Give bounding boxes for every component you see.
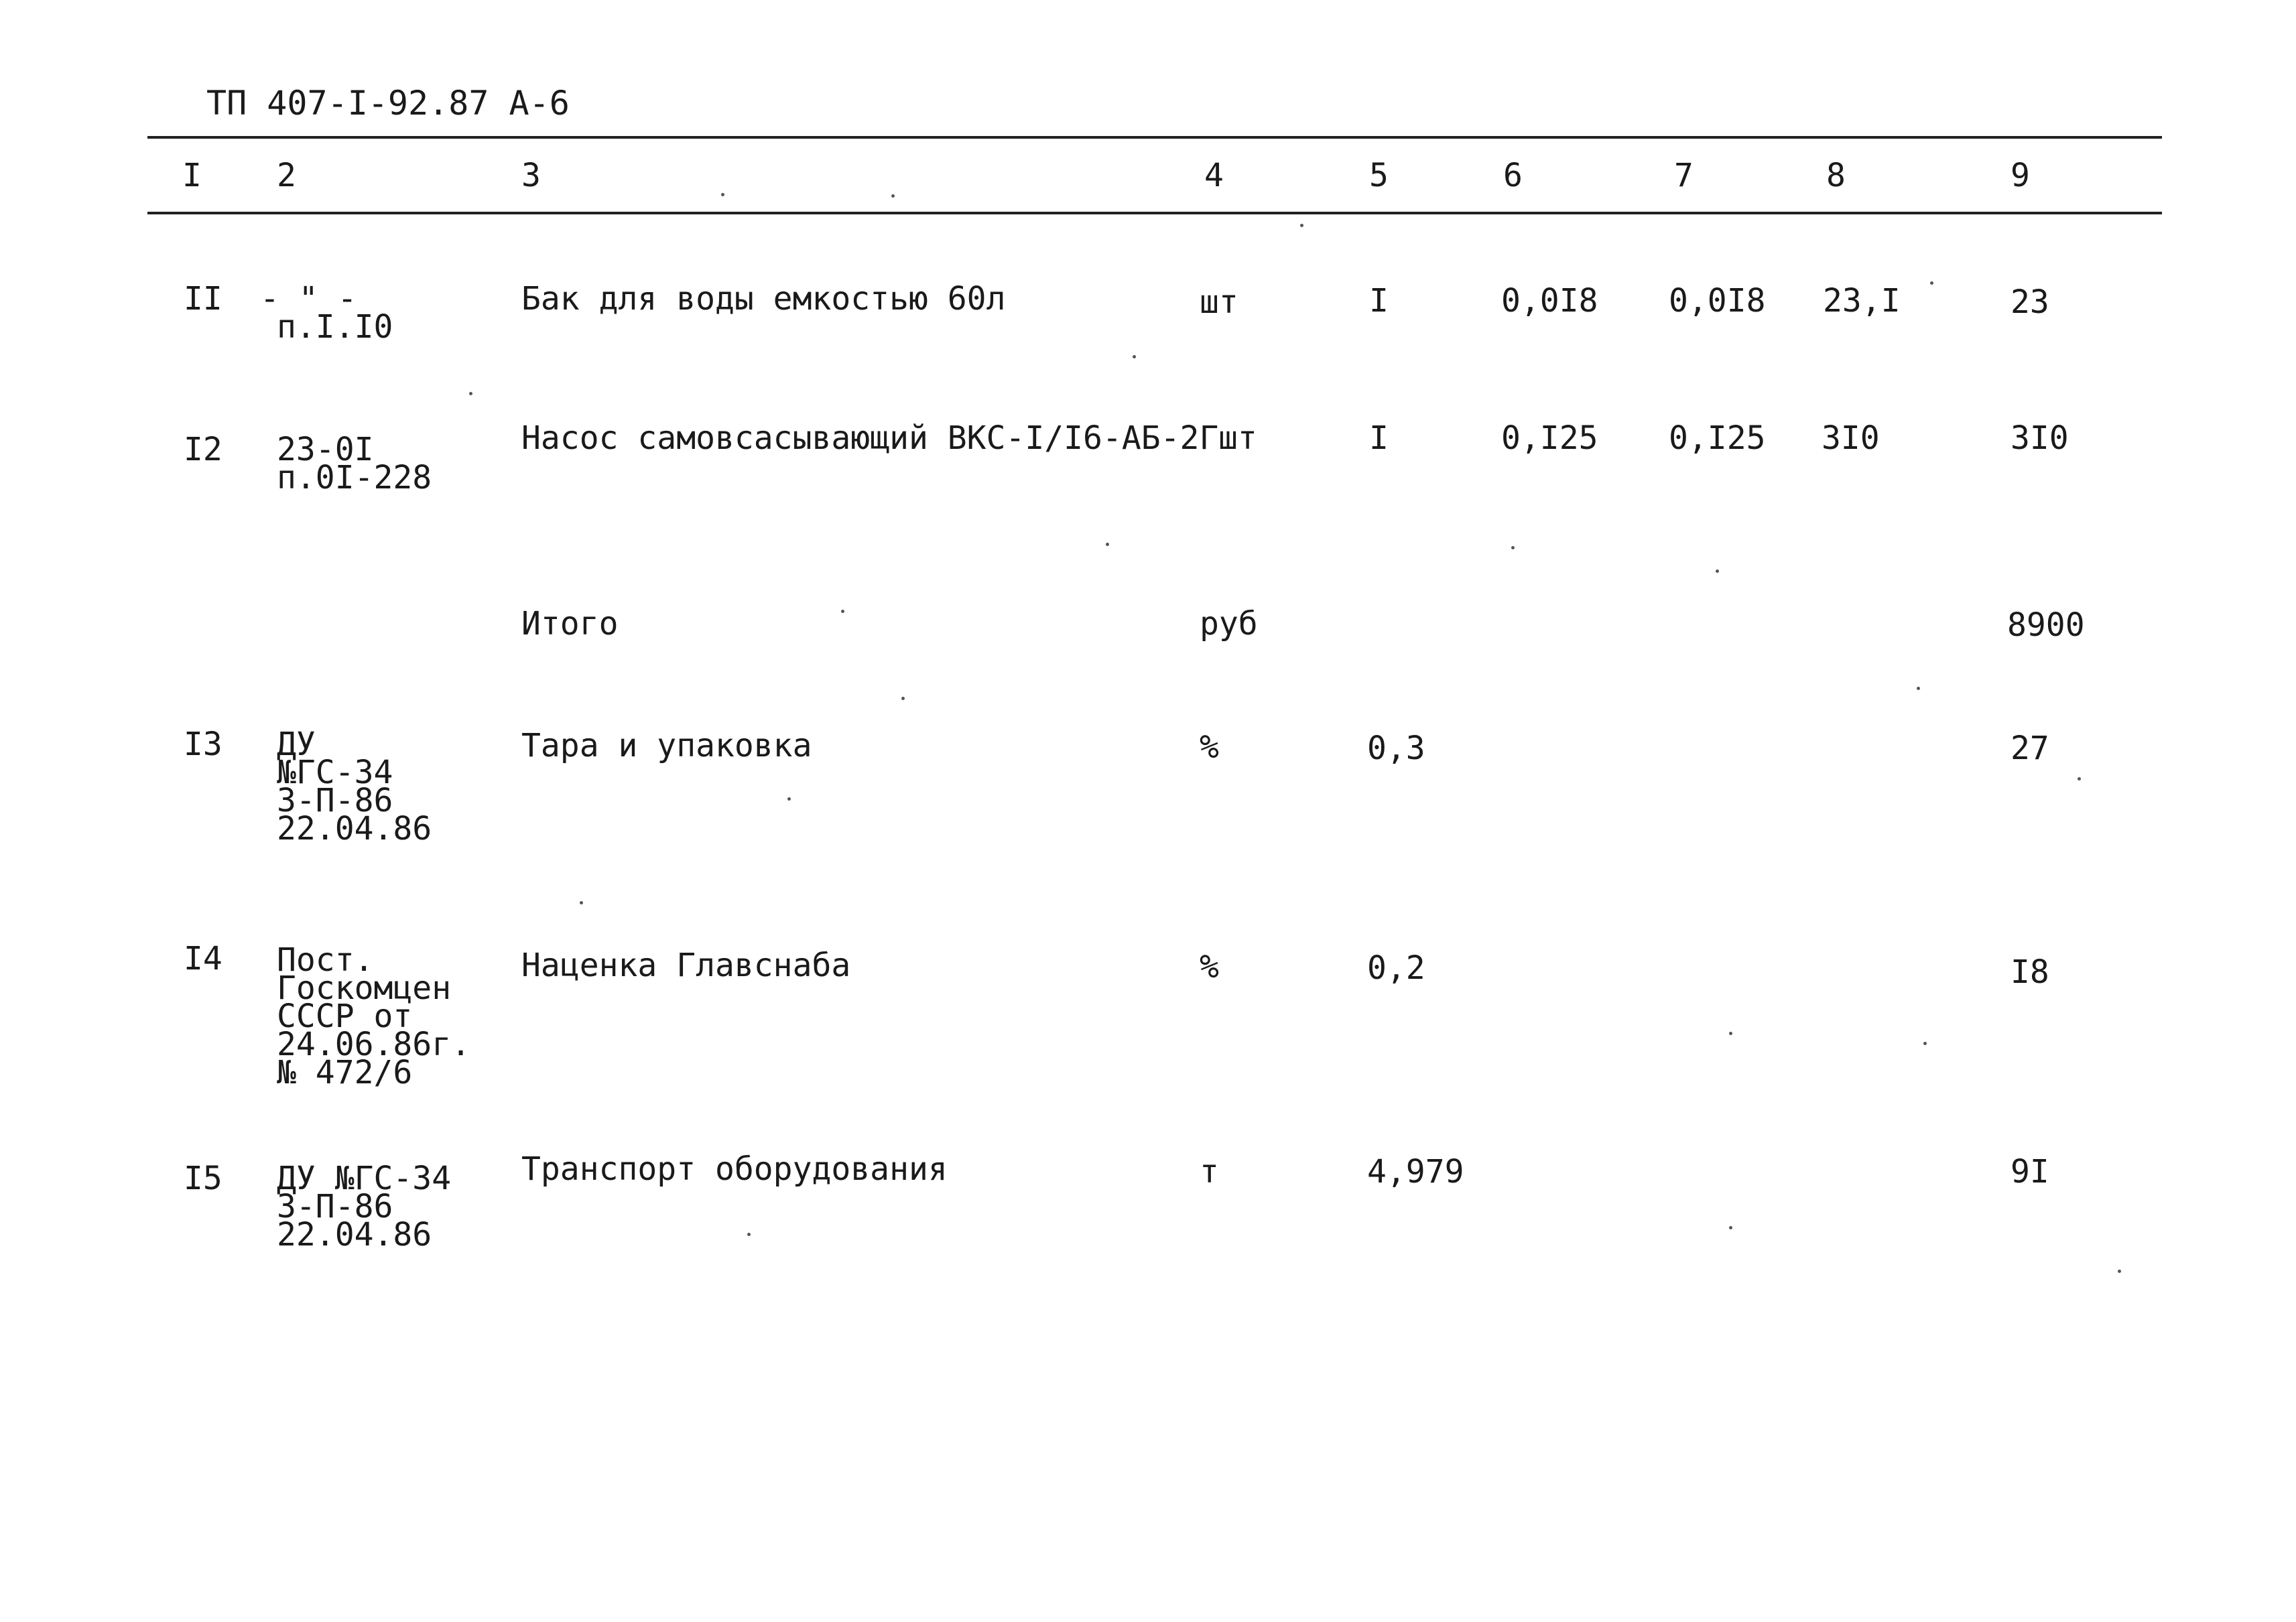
row-reference <box>277 941 470 1091</box>
scan-speck <box>1106 543 1109 546</box>
row-col-8: 3I0 <box>1822 419 1880 457</box>
scan-speck <box>1729 1032 1732 1035</box>
scan-speck <box>787 797 791 801</box>
reference-line: №ГС-34 <box>277 754 393 791</box>
row-col-6: 0,0I8 <box>1501 282 1598 320</box>
table-header-rule <box>147 212 2162 214</box>
row-name: Тара и упаковка <box>521 727 812 764</box>
row-name: Бак для воды емкостью 60л <box>521 280 1006 318</box>
row-quantity: 0,3 <box>1367 730 1425 767</box>
reference-line: 24.06.86г. <box>277 1026 470 1063</box>
reference-line: - " - <box>260 280 357 318</box>
scan-speck <box>901 697 905 700</box>
col-header-6: 6 <box>1503 157 1523 194</box>
reference-line: 23-0I <box>277 431 374 468</box>
col-header-4: 4 <box>1204 157 1224 194</box>
row-number: I4 <box>184 940 222 977</box>
row-quantity: 0,2 <box>1367 949 1425 987</box>
scan-speck <box>841 610 844 613</box>
row-total: 27 <box>2011 730 2049 767</box>
reference-line: СССР от <box>277 998 413 1035</box>
row-unit: т <box>1200 1153 1219 1191</box>
reference-line: 22.04.86 <box>277 810 432 848</box>
reference-line: ДУ №ГС-34 <box>277 1160 452 1197</box>
row-col-7: 0,0I8 <box>1669 282 1766 320</box>
row-reference <box>277 431 432 496</box>
reference-line: Пост. <box>277 941 374 979</box>
row-total: 9I <box>2011 1153 2049 1191</box>
row-total: 8900 <box>2007 606 2085 644</box>
col-header-3: 3 <box>521 157 541 194</box>
row-total: 3I0 <box>2011 419 2069 457</box>
row-col-8: 23,I <box>1823 282 1901 320</box>
scan-speck <box>891 194 895 198</box>
row-total: I8 <box>2011 953 2049 991</box>
col-header-5: 5 <box>1369 157 1389 194</box>
scan-speck <box>747 1233 751 1236</box>
reference-line: Госкомцен <box>277 969 452 1007</box>
row-number: I3 <box>184 726 222 763</box>
row-name: Транспорт оборудования <box>521 1150 948 1188</box>
reference-line: № 472/6 <box>277 1054 413 1091</box>
reference-line: ДУ <box>277 726 316 763</box>
row-reference <box>277 1160 452 1254</box>
scan-speck <box>2078 777 2081 781</box>
row-quantity: I <box>1369 282 1389 320</box>
row-unit: шт <box>1200 283 1238 321</box>
row-name: Итого <box>521 605 619 643</box>
scan-speck <box>1729 1226 1732 1229</box>
col-header-9: 9 <box>2011 157 2030 194</box>
row-name: Насос самовсасывающий ВКС-I/I6-АБ-2Г <box>521 419 1219 457</box>
scan-speck <box>580 901 583 904</box>
row-col-7: 0,I25 <box>1669 419 1766 457</box>
scan-speck <box>1923 1042 1927 1045</box>
reference-line: 3-П-86 <box>277 1188 393 1225</box>
scan-speck <box>1511 546 1515 549</box>
scan-speck <box>1716 569 1719 573</box>
row-col-6: 0,I25 <box>1501 419 1598 457</box>
scan-speck <box>1917 687 1920 690</box>
scan-speck <box>1300 224 1303 227</box>
row-number: I2 <box>184 431 222 468</box>
reference-line: п.0I-228 <box>277 459 432 496</box>
row-unit: % <box>1200 948 1219 986</box>
row-total: 23 <box>2011 283 2049 321</box>
row-unit: % <box>1200 728 1219 766</box>
reference-line: п.I.I0 <box>277 308 393 346</box>
scan-speck <box>721 193 724 196</box>
row-unit: руб <box>1200 605 1258 643</box>
scan-speck <box>1133 355 1136 358</box>
row-quantity: 4,979 <box>1367 1153 1464 1191</box>
row-quantity: I <box>1369 419 1389 457</box>
row-reference <box>277 726 432 848</box>
row-reference <box>260 280 393 346</box>
scan-speck <box>2118 1270 2121 1273</box>
col-header-1: I <box>182 157 202 194</box>
col-header-8: 8 <box>1826 157 1846 194</box>
row-number: I5 <box>184 1160 222 1197</box>
row-number: II <box>184 280 222 318</box>
scan-speck <box>1930 281 1933 285</box>
document-code: ТП 407-I-92.87 А-6 <box>206 84 570 123</box>
table-top-rule <box>147 136 2162 139</box>
row-unit: шт <box>1218 419 1257 457</box>
col-header-2: 2 <box>277 157 296 194</box>
row-name: Наценка Главснаба <box>521 947 851 984</box>
reference-line: 22.04.86 <box>277 1216 432 1254</box>
reference-line: 3-П-86 <box>277 782 393 819</box>
scan-speck <box>469 392 472 395</box>
col-header-7: 7 <box>1674 157 1694 194</box>
